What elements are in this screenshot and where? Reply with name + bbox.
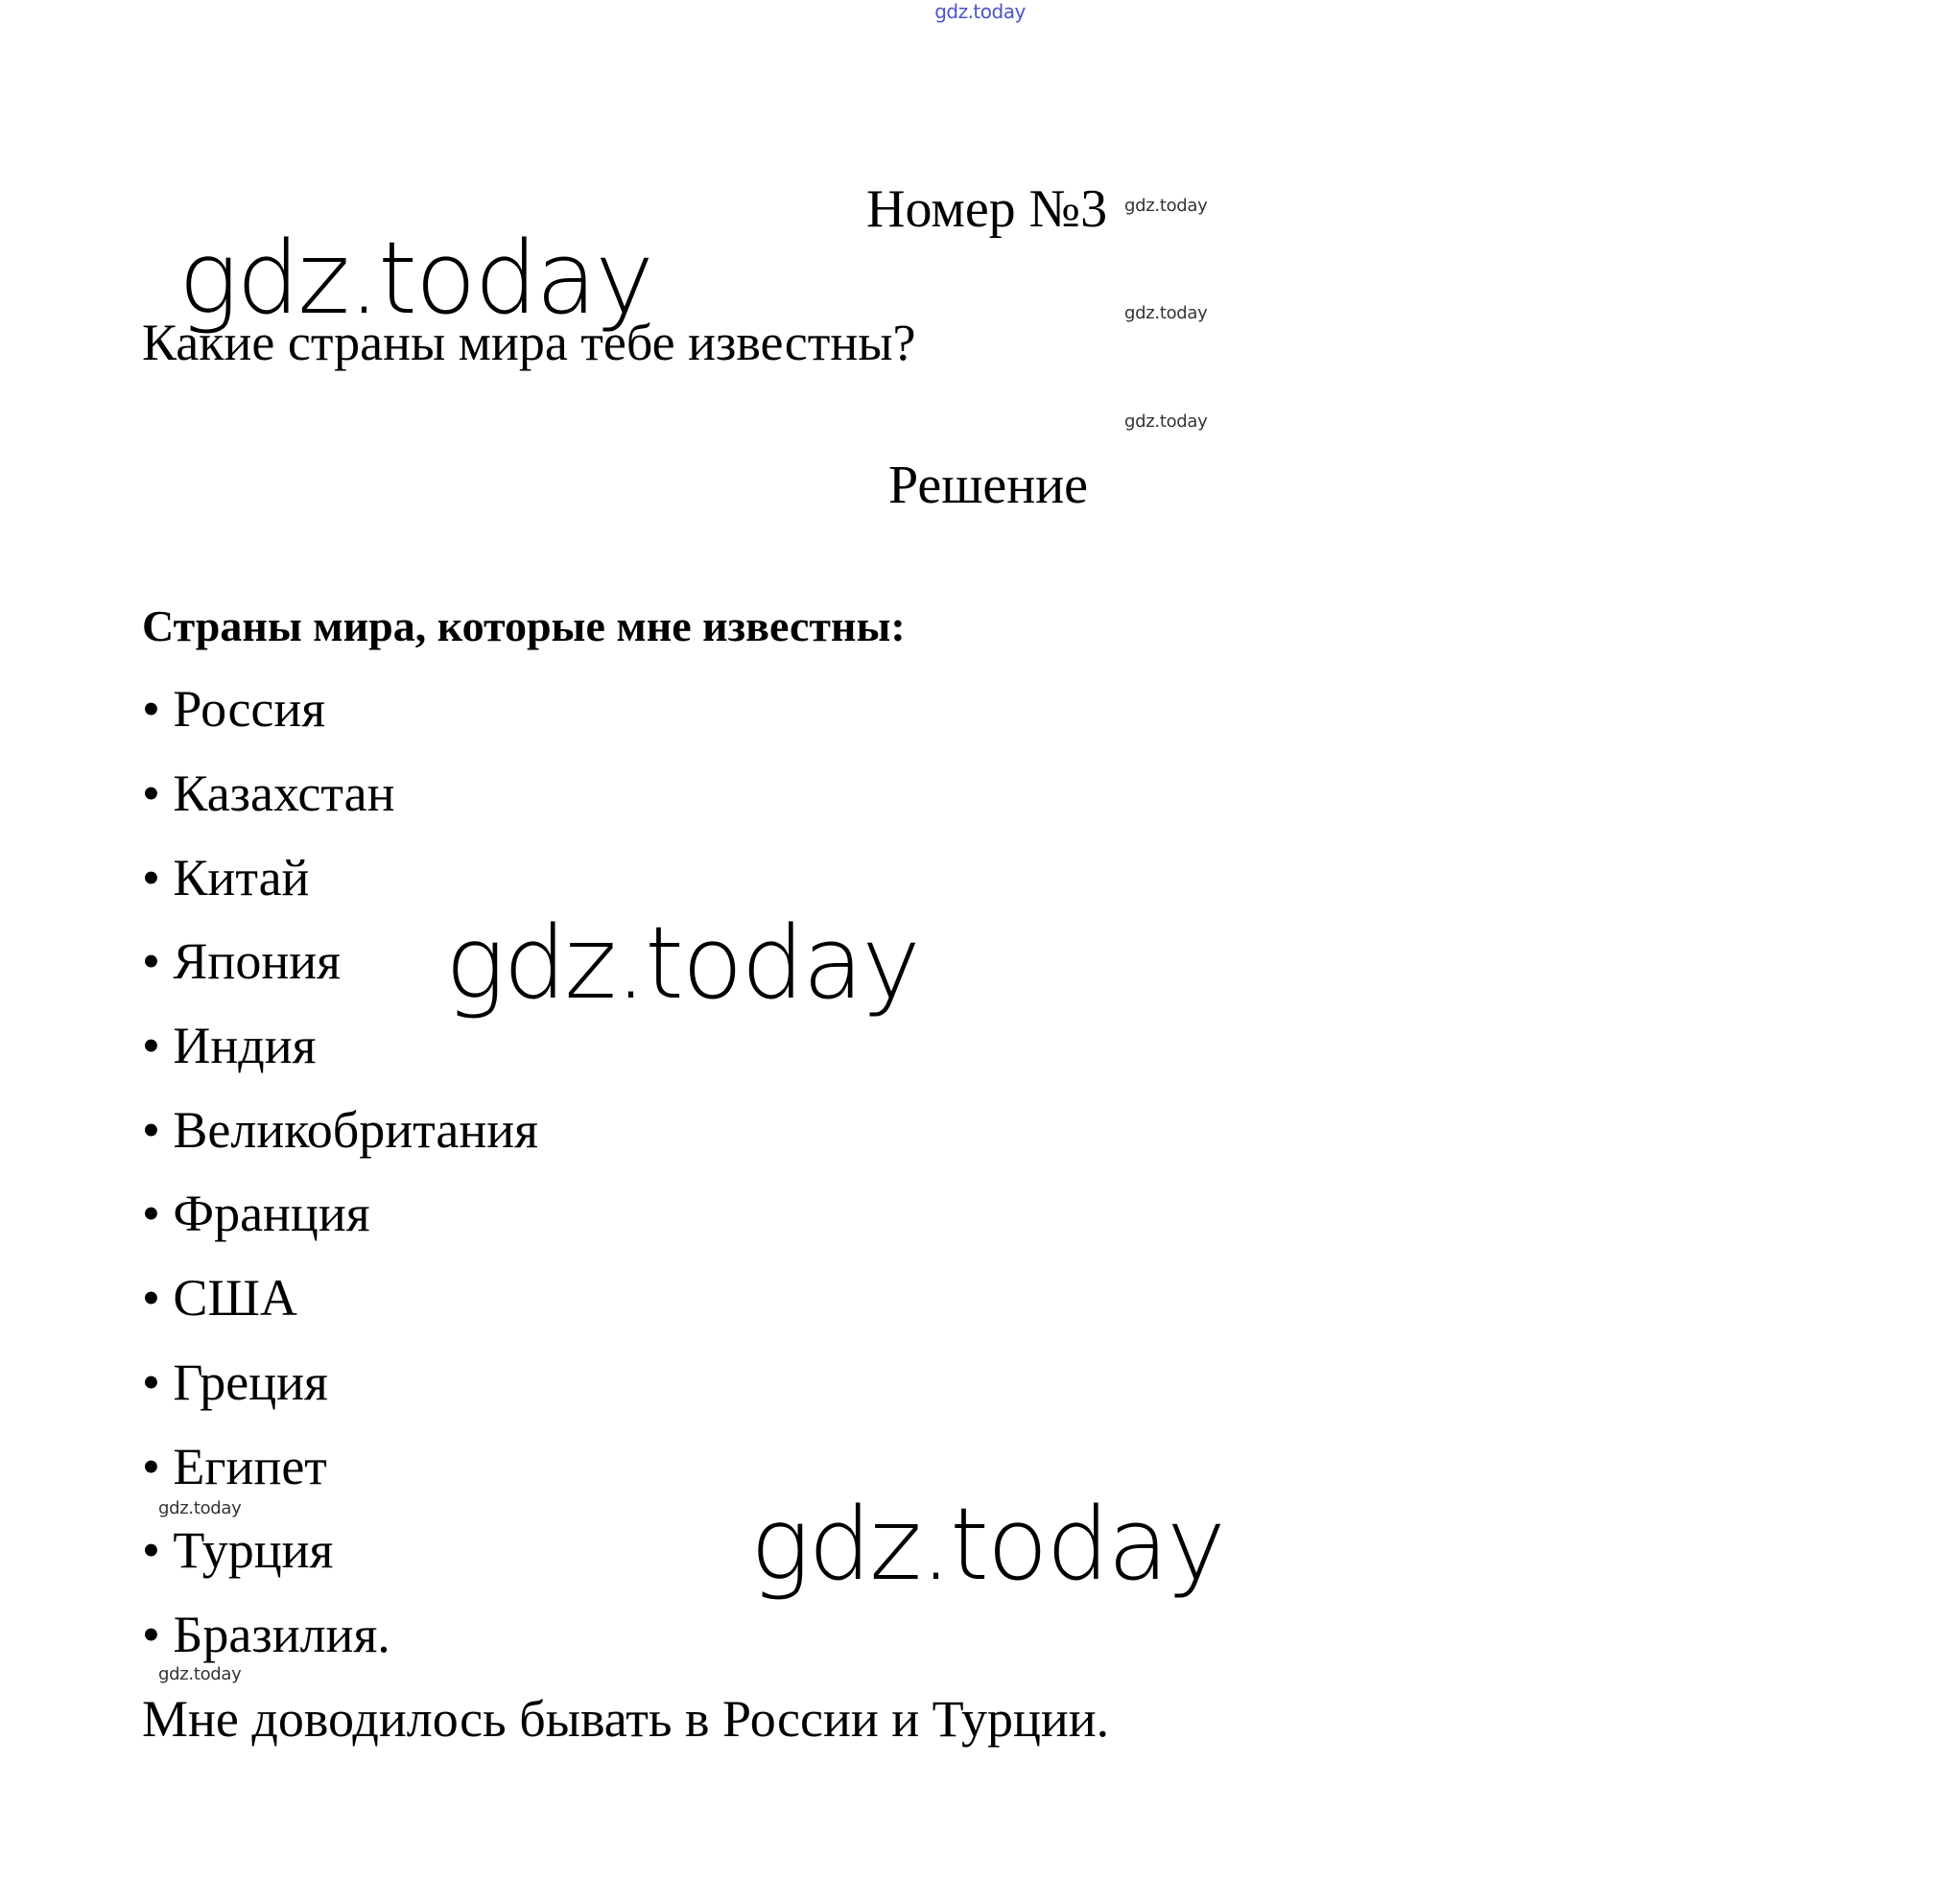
- list-item: • Казахстан: [142, 764, 395, 822]
- small-watermark: gdz.today: [158, 1664, 242, 1684]
- list-item: • Китай: [142, 849, 310, 906]
- big-watermark: gdz.today: [178, 220, 652, 337]
- list-item-text: Казахстан: [173, 764, 395, 822]
- list-item-text: Бразилия.: [173, 1606, 390, 1663]
- task-question: Какие страны мира тебе известны?: [142, 314, 916, 371]
- list-item-text: Китай: [173, 849, 310, 906]
- list-item: • Франция: [142, 1185, 370, 1242]
- conclusion-text: Мне доводилось бывать в России и Турции.: [142, 1690, 1110, 1748]
- small-watermark: gdz.today: [1124, 411, 1208, 432]
- small-watermark: gdz.today: [1124, 196, 1208, 216]
- list-item: • Египет: [142, 1438, 327, 1495]
- list-item-text: Греция: [173, 1353, 328, 1411]
- list-item: • Россия: [142, 680, 326, 738]
- list-item: • Великобритания: [142, 1101, 538, 1159]
- list-item: • Индия: [142, 1017, 317, 1074]
- solution-subtitle: Страны мира, которые мне известны:: [142, 601, 906, 650]
- small-watermark: gdz.today: [1124, 303, 1208, 323]
- list-item: • Турция: [142, 1521, 334, 1579]
- list-item-text: Великобритания: [173, 1101, 538, 1159]
- list-item-text: Египет: [173, 1438, 327, 1495]
- list-item-text: Россия: [173, 680, 326, 738]
- small-watermark: gdz.today: [158, 1498, 242, 1518]
- big-watermark: gdz.today: [445, 905, 919, 1022]
- list-item: • Греция: [142, 1353, 328, 1411]
- list-item-text: Индия: [173, 1017, 317, 1074]
- task-number-heading: Номер №3: [866, 179, 1108, 239]
- list-item-text: Япония: [173, 932, 341, 990]
- list-item: • Япония: [142, 932, 341, 990]
- list-item: • Бразилия.: [142, 1606, 390, 1663]
- list-item: • США: [142, 1269, 297, 1327]
- top-watermark: gdz.today: [934, 0, 1026, 23]
- list-item-text: Франция: [173, 1185, 370, 1242]
- solution-label: Решение: [888, 456, 1089, 515]
- big-watermark: gdz.today: [750, 1486, 1224, 1603]
- list-item-text: США: [173, 1269, 297, 1327]
- list-item-text: Турция: [173, 1521, 334, 1579]
